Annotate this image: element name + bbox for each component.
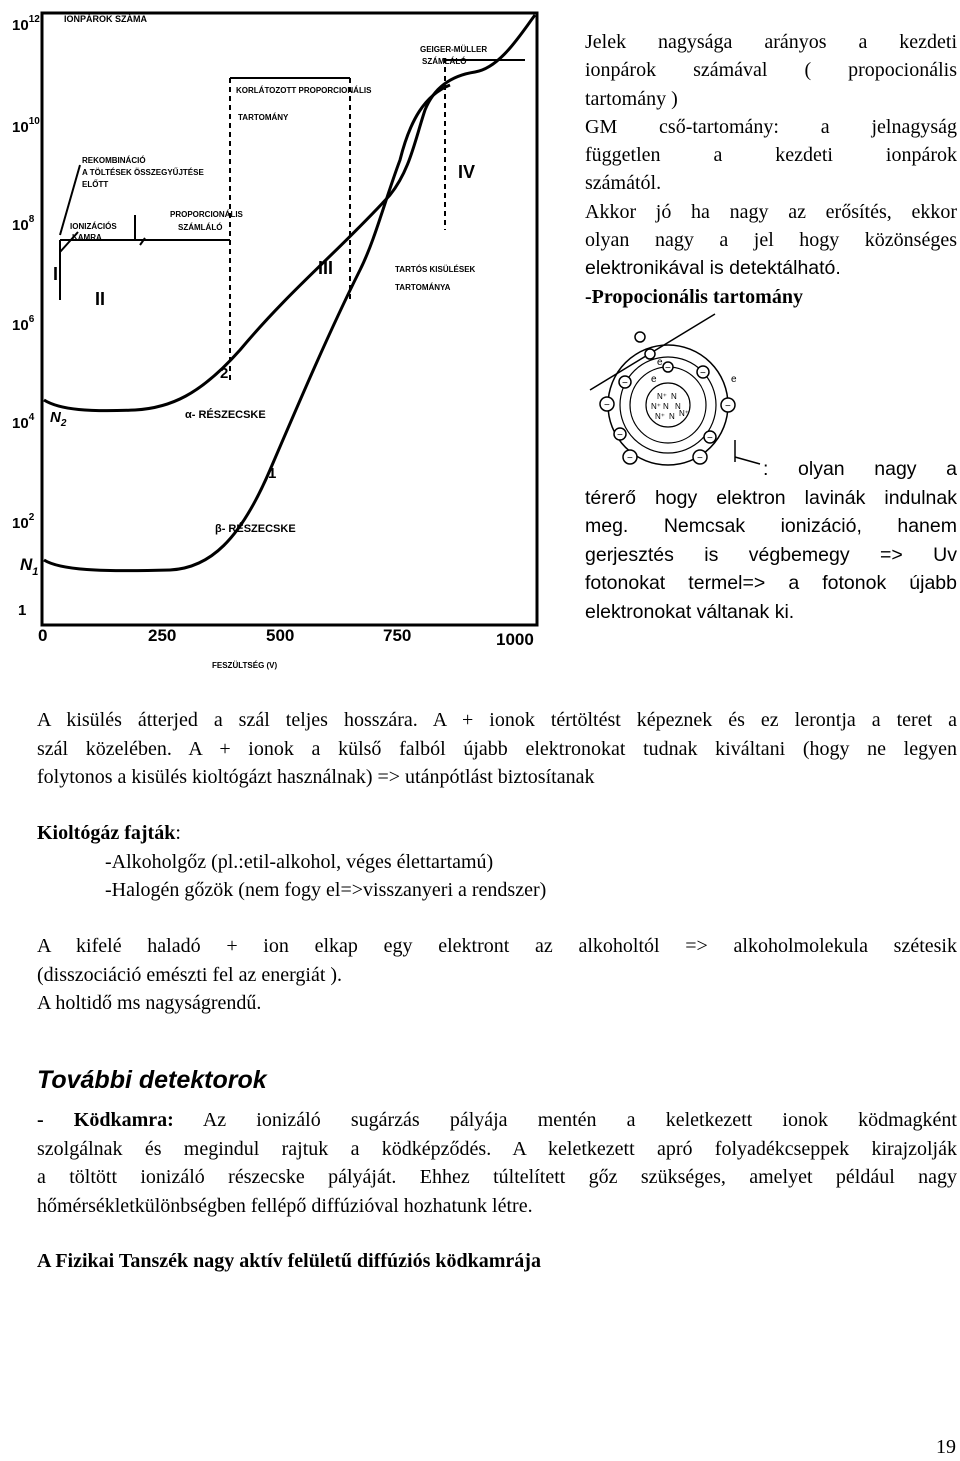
kiolto-item: -Halogén gőzök (nem fogy el=>visszanyeri a rendszer) — [105, 879, 547, 902]
y-axis-title: IONPÁROK SZÁMA — [64, 14, 147, 24]
x-axis-title: FESZÜLTSÉG (V) — [212, 661, 278, 670]
svg-text:−: − — [604, 400, 610, 411]
paragraph-1 — [37, 706, 957, 792]
svg-text:e: e — [651, 374, 657, 385]
alpha-label: α- RÉSZECSKE — [185, 409, 266, 421]
svg-text:N: N — [671, 392, 677, 401]
sidebar-text-2 — [585, 455, 957, 626]
side-line: GM cső-tartomány: a jelnagyság — [585, 115, 957, 138]
ionizacios-label-2: KAMRA — [72, 233, 102, 242]
curve-2-label: 2 — [220, 365, 229, 382]
region-IV: IV — [458, 162, 476, 182]
svg-text:N: N — [663, 402, 669, 411]
side-line: ionpárok számával ( propocionális — [585, 59, 957, 82]
side2-line: térerő hogy elektron lavinák indulnak — [585, 486, 957, 509]
svg-text:N⁺: N⁺ — [651, 402, 661, 411]
svg-text:N: N — [669, 412, 675, 421]
kodkamra-paragraph — [37, 1106, 957, 1220]
svg-text:−: − — [622, 378, 628, 389]
n2-label: $N_2$ — [50, 409, 67, 429]
x-tick-labels — [38, 626, 534, 649]
y-tick-2: $10^2$ — [12, 512, 35, 532]
text-line: - Ködkamra: Az ionizáló sugárzás pályája mentén a keletkezett ionok ködmagként — [37, 1109, 957, 1131]
side2-line: : olyan nagy a — [763, 458, 957, 480]
x-tick-1000: 1000 — [496, 630, 534, 649]
paragraph-2 — [37, 932, 957, 1018]
beta-label: β- RÉSZECSKE — [215, 523, 296, 535]
side2-line: meg. Nemcsak ionizáció, hanem — [585, 515, 957, 537]
svg-text:N⁺: N⁺ — [657, 392, 667, 401]
n1-label: $N_1$ — [20, 555, 39, 578]
section-heading: További detektorok — [37, 1066, 267, 1094]
rekomb-label-3: ELŐTT — [82, 180, 109, 189]
text-line: A holtidő ms nagyságrendű. — [37, 992, 262, 1015]
side2-line: elektronokat váltanak ki. — [585, 600, 795, 623]
region-III: III — [318, 258, 334, 278]
side-line: Akkor jó ha nagy az erősítés, ekkor — [585, 200, 957, 223]
geiger-label-1: GEIGER-MÜLLER — [420, 45, 488, 54]
y-tick-labels — [12, 14, 40, 619]
text-line: szolgálnak és megindul rajtuk a ködképződés. A keletkezett apró folyadékcseppek kirajzolják — [37, 1137, 957, 1160]
svg-text:−: − — [617, 430, 623, 441]
proporcionalis-label-2: SZÁMLÁLÓ — [178, 223, 223, 232]
korlatozott-label-2: TARTOMÁNY — [238, 113, 289, 122]
tartos-label-1: TARTÓS KISÜLÉSEK — [395, 265, 476, 274]
svg-text:−: − — [627, 453, 633, 464]
page-number: 19 — [936, 1436, 956, 1458]
svg-text:−: − — [725, 401, 731, 412]
text-line: A kisülés átterjed a szál teljes hosszára. A + ionok tértöltést képeznek és ez lerontja a teret a — [37, 709, 957, 731]
text-line: a töltött ionizáló részecske pályáját. Ehhez túltelített gőz szükséges, amelyet például nagy — [37, 1166, 957, 1189]
curve-1-label: 1 — [268, 465, 277, 482]
x-tick-0: 0 — [38, 626, 48, 645]
x-tick-500: 500 — [266, 626, 295, 645]
svg-text:e: e — [731, 374, 737, 385]
text-line: szál közelében. A + ionok a külső falból újabb elektronokat tudnak kiváltani (hogy ne legyen — [37, 737, 957, 760]
kiolto-section — [37, 819, 957, 905]
kiolto-item: -Alkoholgőz (pl.:etil-alkohol, véges élettartamú) — [105, 850, 494, 873]
side-line: tartomány ) — [585, 87, 678, 110]
region-II: II — [95, 289, 106, 309]
svg-text:−: − — [700, 368, 706, 379]
svg-text:N⁺: N⁺ — [679, 409, 689, 418]
rekomb-label-1: REKOMBINÁCIÓ — [82, 156, 146, 165]
rekomb-label-2: A TÖLTÉSEK ÖSSZEGYŰJTÉSE — [82, 168, 204, 177]
nucleus — [651, 392, 689, 421]
svg-text:e: e — [657, 357, 663, 368]
y-tick-12: $10^{12}$ — [12, 14, 40, 34]
svg-text:−: − — [707, 433, 713, 444]
svg-text:−: − — [697, 453, 703, 464]
text-line: (disszociáció emészti fel az energiát ). — [37, 963, 343, 986]
side2-line: fotonokat termel=> a fotonok újabb — [585, 572, 957, 594]
y-tick-8: $10^8$ — [12, 214, 35, 234]
side-heading: -Propocionális tartomány — [585, 285, 803, 308]
text-line: folytonos a kisülés kioltógázt használnak) => utánpótlást biztosítanak — [37, 766, 595, 789]
korlatozott-label-1: KORLÁTOZOTT PROPORCIONÁLIS — [236, 86, 372, 95]
y-tick-10: $10^{10}$ — [12, 116, 40, 136]
x-tick-250: 250 — [148, 626, 177, 645]
y-tick-6: $10^6$ — [12, 314, 35, 334]
text-line: A kifelé haladó + ion elkap egy elektront az alkoholtól => alkoholmolekula szétesik — [37, 935, 957, 957]
side-line: Jelek nagysága arányos a kezdeti — [585, 31, 957, 53]
side-line: számától. — [585, 172, 662, 195]
proporcionalis-label-1: PROPORCIONÁLIS — [170, 210, 243, 219]
side-line: olyan nagy a jel hogy közönséges — [585, 229, 957, 252]
svg-text:−: − — [665, 363, 671, 374]
sidebar-text — [585, 28, 957, 311]
svg-text:N⁺: N⁺ — [655, 412, 665, 421]
caption: A Fizikai Tanszék nagy aktív felületű diffúziós ködkamrája — [37, 1250, 541, 1272]
side2-line: gerjesztés is végbemegy => Uv — [585, 543, 957, 566]
y-tick-1: 1 — [18, 602, 27, 619]
alpha-curve — [44, 15, 535, 411]
svg-text:N: N — [675, 402, 681, 411]
atom-ionization-diagram — [585, 312, 765, 472]
ionization-regions-figure — [0, 0, 570, 690]
x-tick-750: 750 — [383, 626, 412, 645]
text-line: hőmérsékletkülönbségben fellépő diffúzióval hozhatunk létre. — [37, 1194, 533, 1217]
side-line: elektronikával is detektálható. — [585, 257, 841, 280]
kiolto-title: Kioltógáz fajták: — [37, 822, 181, 844]
region-I: I — [53, 264, 59, 284]
ionizacios-label-1: IONIZÁCIÓS — [70, 222, 117, 231]
y-tick-4: $10^4$ — [12, 412, 35, 432]
geiger-label-2: SZÁMLÁLÓ — [422, 57, 467, 66]
tartos-label-2: TARTOMÁNYA — [395, 283, 451, 292]
side-line: független a kezdeti ionpárok — [585, 144, 957, 167]
